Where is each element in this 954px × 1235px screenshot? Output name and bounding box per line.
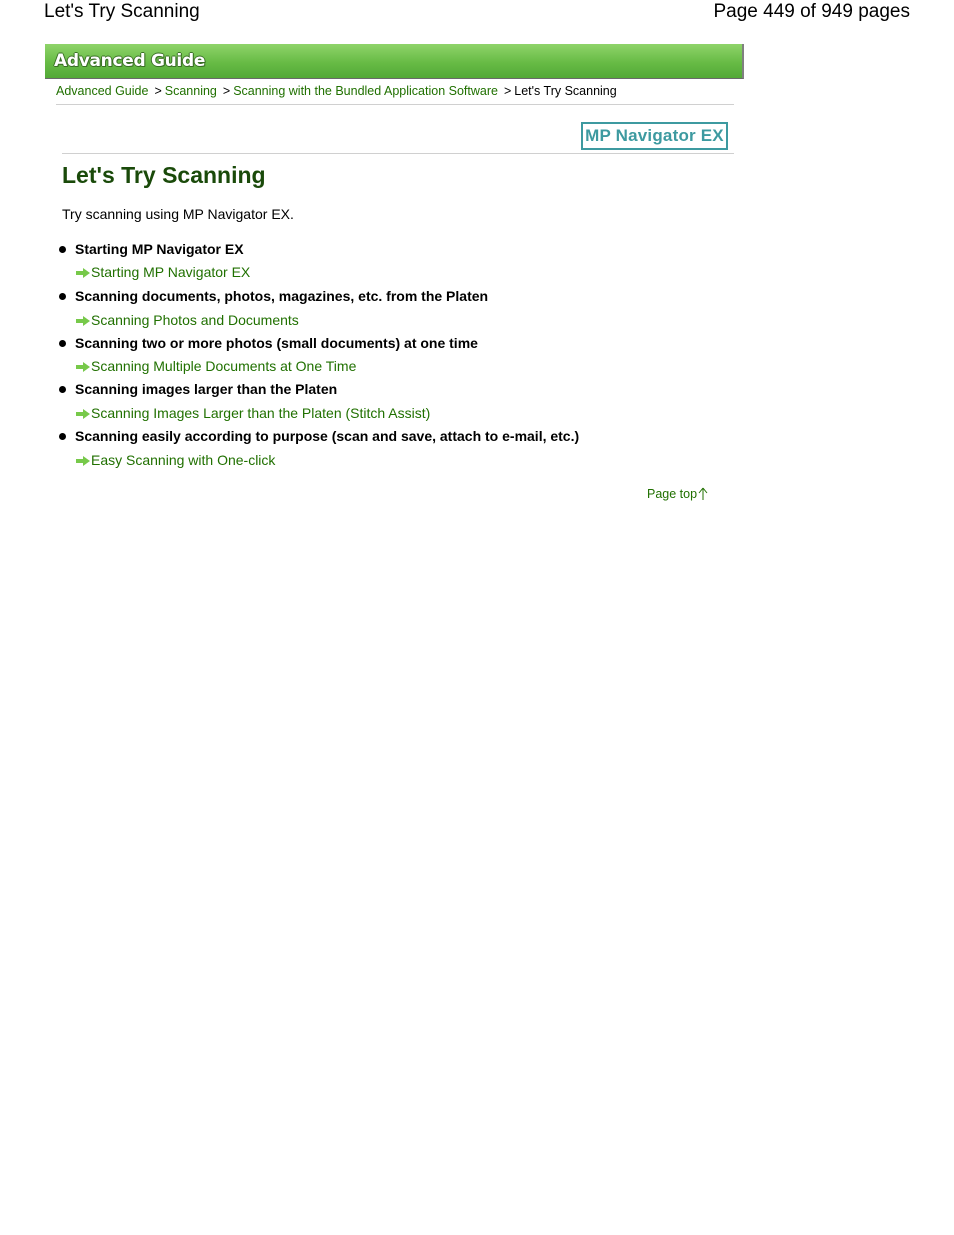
- page-top-link[interactable]: [647, 486, 708, 502]
- title-divider: [62, 153, 734, 154]
- breadcrumb-separator: >: [503, 84, 512, 98]
- breadcrumb-bundled-software[interactable]: Scanning with the Bundled Application Software: [233, 84, 498, 98]
- breadcrumb: [56, 83, 734, 99]
- bullet-icon: [59, 340, 66, 347]
- list-item-link[interactable]: [75, 312, 299, 329]
- breadcrumb-separator: >: [222, 84, 231, 98]
- banner-label: Advanced Guide: [54, 51, 206, 71]
- list-item-heading: Scanning images larger than the Platen: [75, 381, 338, 397]
- green-right-arrow-icon: [75, 455, 91, 467]
- page-indicator: Page 449 of 949 pages: [713, 1, 910, 22]
- green-right-arrow-icon: [75, 315, 91, 327]
- bullet-icon: [59, 246, 66, 253]
- breadcrumb-separator: >: [154, 84, 162, 98]
- list-item-heading: Scanning easily according to purpose (scan and save, attach to e-mail, etc.): [75, 428, 580, 444]
- list-item-link[interactable]: [75, 264, 250, 281]
- list-item-link-label: Scanning Photos and Documents: [91, 312, 299, 328]
- bullet-icon: [59, 293, 66, 300]
- green-right-arrow-icon: [75, 361, 91, 373]
- list-item-link[interactable]: [75, 358, 356, 375]
- list-item-heading: Scanning two or more photos (small documents) at one time: [75, 335, 478, 351]
- list-item-link[interactable]: [75, 405, 430, 422]
- bullet-icon: [59, 433, 66, 440]
- list-item-link-label: Easy Scanning with One-click: [91, 452, 276, 468]
- list-item-link-label: Scanning Multiple Documents at One Time: [91, 358, 357, 374]
- document-title: Let's Try Scanning: [44, 1, 200, 22]
- app-badge-label: MP Navigator EX: [585, 126, 724, 145]
- list-item-link[interactable]: [75, 452, 275, 469]
- green-right-arrow-icon: [75, 267, 91, 279]
- breadcrumb-advanced-guide[interactable]: Advanced Guide: [56, 84, 149, 98]
- up-arrow-icon: [698, 487, 708, 501]
- mp-navigator-ex-badge: [581, 122, 728, 150]
- list-item-link-label: Scanning Images Larger than the Platen (Stitch Assist): [91, 405, 431, 421]
- breadcrumb-divider: [56, 104, 734, 105]
- bullet-icon: [59, 386, 66, 393]
- breadcrumb-current: Let's Try Scanning: [514, 84, 617, 98]
- breadcrumb-scanning[interactable]: Scanning: [164, 84, 217, 98]
- advanced-guide-banner: [45, 44, 744, 79]
- green-right-arrow-icon: [75, 408, 91, 420]
- page-top-label: Page top: [647, 487, 698, 501]
- list-item-heading: Starting MP Navigator EX: [75, 241, 244, 257]
- page-title: Let's Try Scanning: [62, 162, 266, 188]
- list-item-heading: Scanning documents, photos, magazines, etc. from the Platen: [75, 288, 489, 304]
- intro-text: Try scanning using MP Navigator EX.: [62, 206, 294, 222]
- list-item-link-label: Starting MP Navigator EX: [91, 264, 251, 280]
